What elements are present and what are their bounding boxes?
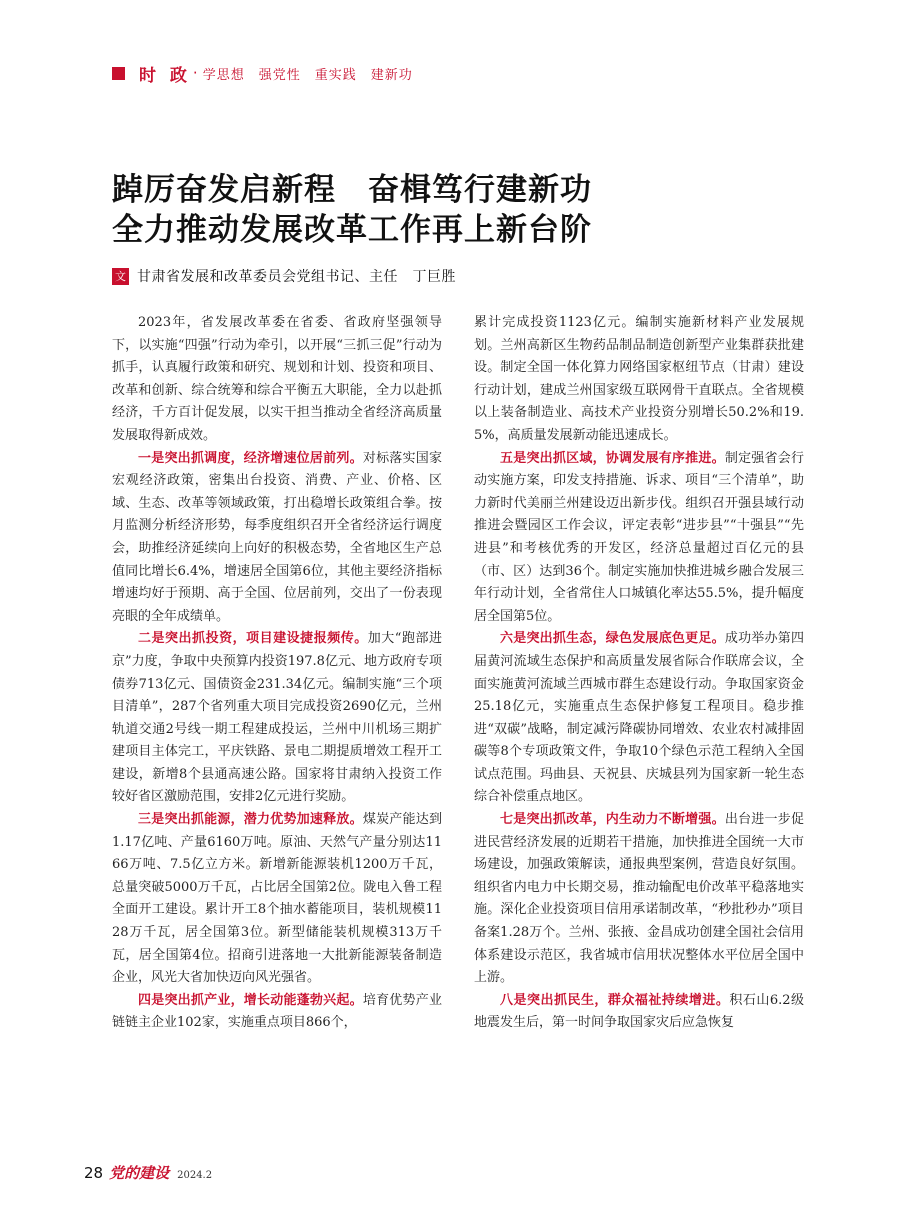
paragraph bbox=[474, 448, 804, 629]
paragraph-text: 积石山6.2级地震发生后，第一时间争取国家灾后应急恢复 bbox=[474, 992, 804, 1031]
paragraph-text: 出台进一步促进民营经济发展的近期若干措施，加快推进全国统一大市场建设，加强政策解读，通报典型案例，营造良好氛围。组织省内电力中长期交易，推动输配电价改革平稳落地实施。深化企业投资项目信用承诺制改革，“秒批秒办”项目备案1.28万个。兰州、张掖、金昌成功创建全国社会信用体系建设示范区，我省城市信用状况整体水平位居全国中上游。 bbox=[474, 812, 804, 986]
paragraph-text: 加大“跑部进京”力度，争取中央预算内投资197.8亿元、地方政府专项债券713亿元、国债资金231.34亿元。编制实施“三个项目清单”，287个省列重大项目完成投资2690亿元，兰州轨道交通2号线一期工程建成投运，兰州中川机场三期扩建项目主体完工，平庆铁路、景电二期提质增效工程开工建设，新增8个县通高速公路。国家将甘肃纳入投资工作较好省区激励范围，安排2亿元进行奖励。 bbox=[112, 631, 442, 805]
section-tag: 建新功 bbox=[370, 67, 413, 83]
paragraph-lead: 一是突出抓调度，经济增速位居前列。 bbox=[138, 450, 363, 466]
title-line: 踔厉奋发启新程 奋楫笃行建新功 bbox=[112, 172, 592, 208]
right-column bbox=[474, 312, 804, 1035]
paragraph-text: 成功举办第四届黄河流域生态保护和高质量发展省际合作联席会议，全面实施黄河流域兰西城市群生态建设行动。争取国家资金25.18亿元，实施重点生态保护修复工程项目。稳步推进“双碳”战略，制定减污降碳协同增效、农业农村减排固碳等8个专项政策文件，争取10个绿色示范工程纳入全国试点范围。玛曲县、天祝县、庆城县列为国家新一轮生态综合补偿重点地区。 bbox=[474, 631, 804, 805]
section-tag: 强党性 bbox=[258, 67, 301, 83]
paragraph bbox=[112, 990, 442, 1035]
paragraph bbox=[474, 628, 804, 809]
title-line: 全力推动发展改革工作再上新台阶 bbox=[112, 212, 592, 248]
section-tag: 学思想 bbox=[202, 67, 245, 83]
magazine-logo: 党的建设 bbox=[109, 1164, 170, 1182]
section-tag: 重实践 bbox=[314, 67, 357, 83]
paragraph-lead: 八是突出抓民生，群众福祉持续增进。 bbox=[500, 992, 730, 1008]
paragraph-lead: 三是突出抓能源，潜力优势加速释放。 bbox=[138, 812, 363, 828]
left-column bbox=[112, 312, 442, 1035]
paragraph-lead: 六是突出抓生态，绿色发展底色更足。 bbox=[500, 631, 725, 647]
paragraph bbox=[474, 809, 804, 990]
paragraph bbox=[112, 628, 442, 809]
paragraph-text: 制定强省会行动实施方案，印发支持措施、诉求、项目“三个清单”，助力新时代美丽兰州建设迈出新步伐。组织召开强县域行动推进会暨园区工作会议，评定表彰“进步县”“十强县”“先进县”和考核优秀的开发区，经济总量超过百亿元的县（市、区）达到36个。制定实施加快推进城乡融合发展三年行动计划，全省常住人口城镇化率达55.5%，提升幅度居全国第5位。 bbox=[474, 450, 804, 624]
paragraph bbox=[112, 312, 442, 448]
section-marker-icon bbox=[112, 67, 125, 80]
byline-badge-icon: 文 bbox=[112, 268, 129, 285]
byline bbox=[112, 266, 456, 286]
paragraph bbox=[112, 448, 442, 629]
paragraph bbox=[112, 809, 442, 990]
section-name: 时 政 bbox=[139, 65, 191, 86]
paragraph-text: 累计完成投资1123亿元。编制实施新材料产业发展规划。兰州高新区生物药品制品制造创新型产业集群获批建设。制定全国一体化算力网络国家枢纽节点（甘肃）建设行动计划，建成兰州国家级互联网骨干直联点。全省规模以上装备制造业、高技术产业投资分别增长50.2%和19.5%，高质量发展新动能迅速成长。 bbox=[474, 315, 804, 443]
paragraph-lead: 七是突出抓改革，内生动力不断增强。 bbox=[500, 812, 725, 828]
paragraph-text: 对标落实国家宏观经济政策，密集出台投资、消费、产业、价格、区域、生态、改革等领域政策，打出稳增长政策组合拳。按月监测分析经济形势，每季度组织召开全省经济运行调度会，助推经济延续向上向好的积极态势，全省地区生产总值同比增长6.4%，增速居全国第6位，其他主要经济指标增速均好于预期、高于全国、位居前列，交出了一份表现亮眼的全年成绩单。 bbox=[112, 450, 442, 624]
paragraph-text: 培育优势产业链链主企业102家，实施重点项目866个， bbox=[112, 992, 442, 1031]
paragraph-text: 2023年，省发展改革委在省委、省政府坚强领导下，以实施“四强”行动为牵引，以开展“三抓三促”行动为抓手，认真履行政策和研究、规划和计划、投资和项目、改革和创新、综合统筹和综合平衡五大职能，全力以赴抓经济，千方百计促发展，以实干担当推动全省经济高质量发展取得新成效。 bbox=[112, 315, 442, 443]
page-number: 28 bbox=[84, 1164, 104, 1182]
paragraph-lead: 二是突出抓投资，项目建设捷报频传。 bbox=[138, 631, 368, 647]
article-title bbox=[112, 170, 592, 250]
byline-author: 甘肃省发展和改革委员会党组书记、主任 丁巨胜 bbox=[137, 269, 456, 285]
paragraph bbox=[474, 312, 804, 448]
paragraph-text: 煤炭产能达到1.17亿吨、产量6160万吨。原油、天然气产量分别达1166万吨、7.5亿立方米。新增新能源装机1200万千瓦，总量突破5000万千瓦，占比居全国第2位。陇电入鲁工程全面开工建设。累计开工8个抽水蓄能项目，装机规模1128万千瓦，居全国第3位。新型储能装机规模313万千瓦，居全国第4位。招商引进落地一大批新能源装备制造企业，风光大省加快迈向风光强省。 bbox=[112, 812, 442, 986]
paragraph-lead: 五是突出抓区域，协调发展有序推进。 bbox=[500, 450, 725, 466]
issue-number: 2024.2 bbox=[177, 1170, 213, 1181]
paragraph bbox=[474, 990, 804, 1035]
section-separator: · bbox=[192, 64, 198, 82]
section-header bbox=[112, 62, 427, 84]
paragraph-lead: 四是突出抓产业，增长动能蓬勃兴起。 bbox=[138, 992, 363, 1008]
page-footer bbox=[84, 1162, 212, 1183]
